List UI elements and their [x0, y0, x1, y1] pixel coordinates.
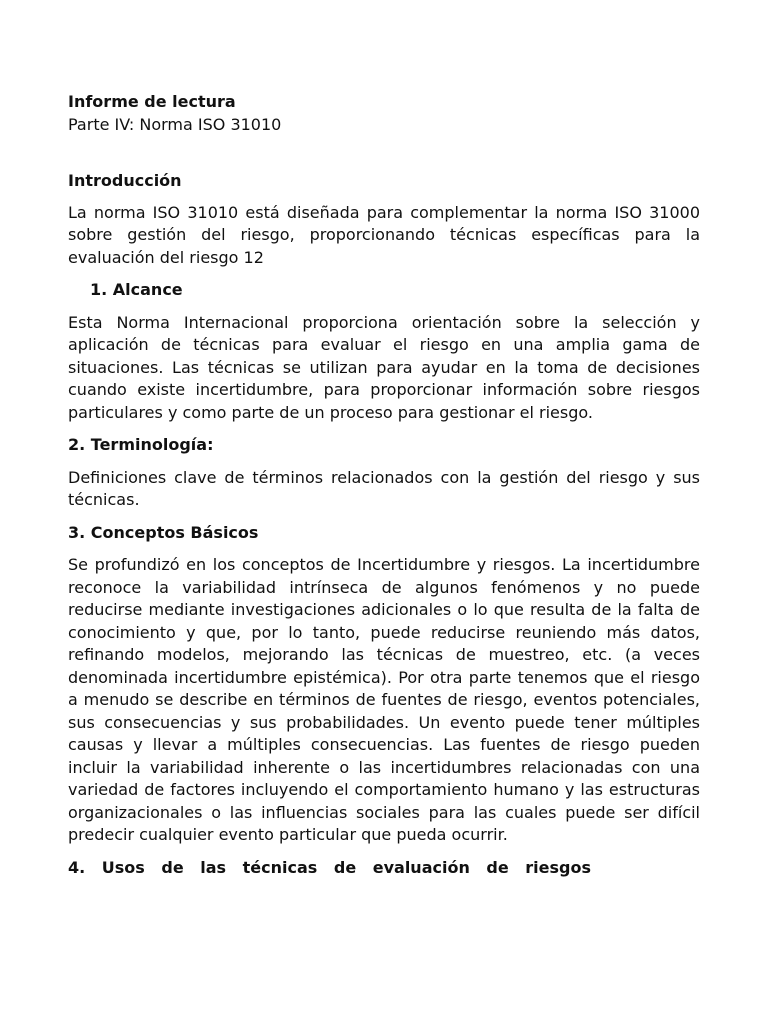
section-paragraph-terminologia: Definiciones clave de términos relacionados con la gestión del riesgo y sus técnicas.	[68, 467, 700, 509]
section-heading-conceptos: 3. Conceptos Básicos	[68, 522, 259, 542]
section-heading-usos: 4. Usos de las técnicas de evaluación de riesgos	[68, 857, 592, 877]
document-title: Informe de lectura	[68, 92, 236, 111]
intro-paragraph: La norma ISO 31010 está diseñada para complementar la norma ISO 31000 sobre gestión del riesgo, proporcionando técnicas específicas para la evaluación del riesgo 12	[68, 202, 700, 267]
intro-heading: Introducción	[68, 171, 182, 190]
section-heading-terminologia: 2. Terminología:	[68, 435, 214, 454]
section-paragraph-alcance: Esta Norma Internacional proporciona orientación sobre la selección y aplicación de técnicas para evaluar el riesgo en una amplia gama de situaciones. Las técnicas se utilizan para ayudar en la toma de decisiones cuando existe incertidumbre, para proporcionar información sobre riesgos particulares y como parte de un proceso para gestionar el riesgo.	[68, 312, 700, 422]
document-subtitle: Parte IV: Norma ISO 31010	[68, 114, 282, 134]
document-title-block	[68, 91, 700, 136]
section-paragraph-conceptos: Se profundizó en los conceptos de Incertidumbre y riesgos. La incertidumbre reconoce la variabilidad intrínseca de algunos fenómenos y no puede reducirse mediante investigaciones adicionales o lo que resulta de la falta de conocimiento y que, por lo tanto, puede reducirse reuniendo más datos, refinando modelos, mejorando las técnicas de muestreo, etc. (a veces denominada incertidumbre epistémica). Por otra parte tenemos que el riesgo a menudo se describe en términos de fuentes de riesgo, eventos potenciales, sus consecuencias y sus probabilidades. Un evento puede tener múltiples causas y llevar a múltiples consecuencias. Las fuentes de riesgo pueden incluir la variabilidad inherente o las incertidumbres relacionadas con una variedad de factores incluyendo el comportamiento humano y las estructuras organizacionales o las influencias sociales para las cuales puede ser difícil predecir cualquier evento particular que pueda ocurrir.	[68, 555, 700, 844]
section-heading-alcance: 1. Alcance	[90, 280, 183, 299]
